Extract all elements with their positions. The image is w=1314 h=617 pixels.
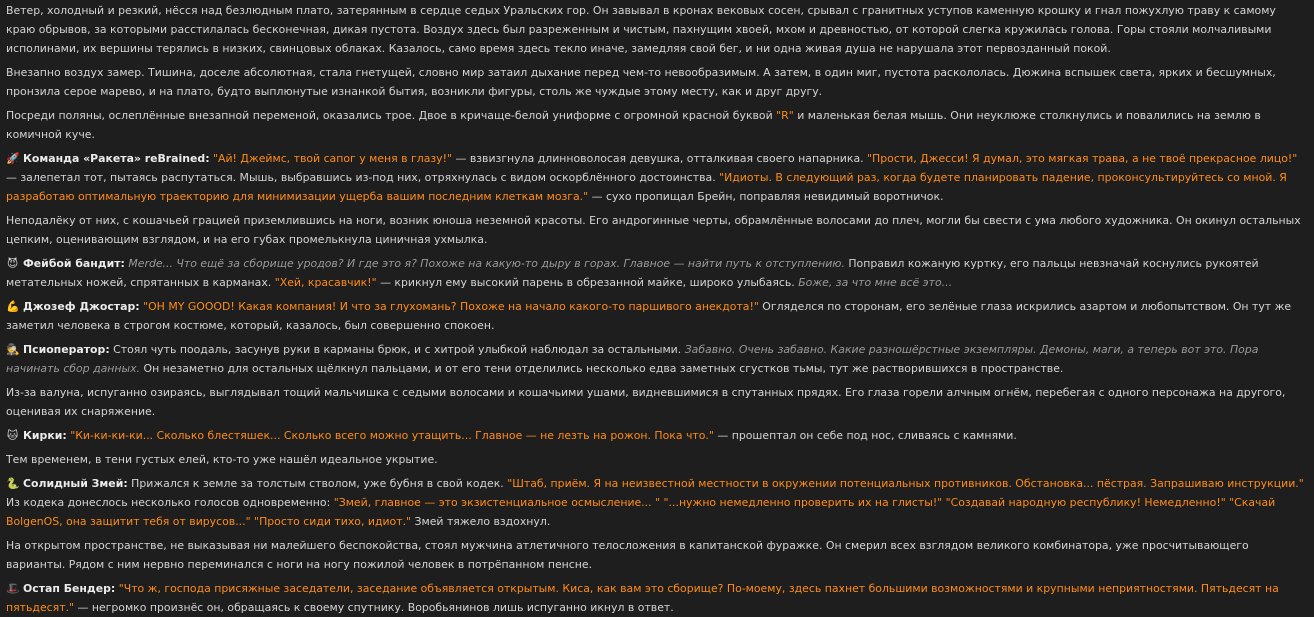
narration-text: — залепетал тот, пытаясь распутаться. Мышь, выбравшись из-под них, отряхнулась с видом оскорблённого достоинства. [6,171,720,184]
narration-text: На открытом пространстве, не выказывая ни малейшего беспокойства, стоял мужчина атлетичного телосложения в капитанской фуражке. Он смерил всех взглядом великого комбинатора, уже просчитывающего варианты. Рядом с ним нервно переминался с ноги на ногу пожилой человек в потрёпанном пенсне. [6,539,1249,571]
narration-text: Из кодека донеслось несколько голосов одновременно: [6,496,334,509]
dialogue-quote: "Штаб, приём. Я на неизвестной местности в окружении потенциальных противников. Обстановка... пёстрая. Запрашиваю инструкции." [507,477,1304,490]
story-paragraph [6,254,1306,292]
speaker-name: Остап Бендер: [23,582,116,595]
cat-face-icon: 🐱 [6,429,19,442]
narration-text: Огляделся по сторонам, его зелёные глаза искрились азартом и любопытством. Он тут же заметил человека в строгом костюме, который, казалось, был совершенно спокоен. [6,300,1292,332]
dialogue-quote: "Что ж, господа присяжные заседатели, заседание объявляется открытым. Киса, как вам это сборище? По-моему, здесь пахнет большими возможностями и крупными неприятностями. Пятьдесят на пятьдесят." [6,582,1279,614]
narration-text: Прижался к земле за толстым стволом, уже бубня в свой кодек. [127,477,508,490]
dialogue-quote: "Ай! Джеймс, твой сапог у меня в глазу!" [213,152,453,165]
story-paragraph [6,63,1306,101]
story-paragraph [6,474,1306,531]
speaker-name: Солидный Змей: [23,477,128,490]
story-paragraph [6,450,1306,469]
narration-text: Он незаметно для остальных щёлкнул пальцами, и от его тени отделились несколько едва заметных сгустков тьмы, тут же растворившихся в пространстве. [140,362,1064,375]
dialogue-quote: "Ки-ки-ки-ки... Сколько блестяшек... Сколько всего можно утащить... Главное — не лезть на рожон. Пока что." [70,429,714,442]
story-paragraph [6,149,1306,206]
story-paragraph [6,1,1306,58]
speaker-name: Джозеф Джостар: [23,300,140,313]
narration-text: — сухо пропищал Брейн, поправляя невидимый воротничок. [588,190,944,203]
inner-thought: Merde... Что ещё за сборище уродов? И где это я? Похоже на какую-то дыру в горах. Главное — найти путь к отступлению. [128,257,845,270]
story-paragraph [6,383,1306,421]
top-hat-icon: 🎩 [6,582,20,595]
dialogue-quote: "R" [776,109,794,122]
dialogue-quote: "Прости, Джесси! Я думал, это мягкая трава, а не твоё прекрасное лицо!" [867,152,1298,165]
detective-icon: 🕵 [6,343,20,356]
devil-face-icon: 😈 [6,257,19,270]
dialogue-quote: "Хей, красавчик!" [274,276,377,289]
narration-text: Стоял чуть поодаль, засунув руки в карманы брюк, и с хитрой улыбкой наблюдал за остальными. [109,343,685,356]
inner-thought: Боже, за что мне всё это... [798,276,953,289]
speaker-name: reBrained: [140,152,210,165]
narration-text: Неподалёку от них, с кошачьей грацией приземлившись на ноги, возник юноша неземной красоты. Его андрогинные черты, обрамлённые волосами до плеч, могли бы свести с ума любого художника. Он окинул остальных цепким, оценивающим взглядом, и на его губах промелькнула циничная ухмылка. [6,214,1301,246]
snake-icon: 🐍 [6,477,20,490]
narration-text: Из-за валуна, испуганно озираясь, выглядывал тощий мальчишка с седыми волосами и кошачьими ушами, видневшимися в спутанных прядях. Его глаза горели алчным огнём, перебегая с одного персонажа на другого, оценивая их снаряжение. [6,386,1286,418]
narration-text: — взвизгнула длинноволосая девушка, отталкивая своего напарника. [452,152,868,165]
speaker-name: Команда [23,152,84,165]
narration-text: Внезапно воздух замер. Тишина, доселе абсолютная, стала гнетущей, словно мир затаил дыхание перед чем-то невообразимым. А затем, в один миг, пустота раскололась. Дюжина вспышек света, ярких и бесшумных, пронзила серое марево, и на плато, будто выплюнутые изнанкой бытия, возникли фигуры, столь же чуждые этому месту, как и друг другу. [6,66,1276,98]
narration-text: Змей тяжело вздохнул. [411,515,551,528]
speaker-name: Фейбой бандит: [23,257,125,270]
rocket-icon: 🚀 [6,152,20,165]
narration-text: Посреди поляны, ослеплённые внезапной переменой, оказались трое. Двое в кричаще-белой униформе с огромной красной буквой [6,109,777,122]
narration-text: Ветер, холодный и резкий, нёсся над безлюдным плато, затерянным в сердце седых Уральских гор. Он завывал в кронах вековых сосен, срывал с гранитных уступов каменную крошку и гнал пожухлую траву к самому краю обрывов, за которыми расстилалась бесконечная, дикая пустота. Воздух здесь был разреженным и чистым, пахнущим хвоей, мхом и древностью, от которой слегка кружилась голова. Горы стояли молчаливыми исполинами, их вершины терялись в низких, свинцовых облаках. Казалось, само время здесь текло иначе, замедляя свой бег, и ни одна живая душа не нарушала этот первозданный покой. [6,4,1276,55]
team-name: «Ракета» [83,152,141,165]
narration-text: — крикнул ему высокий парень в обрезанной майке, широко улыбаясь. [376,276,799,289]
story-paragraph [6,536,1306,574]
story-paragraph [6,106,1306,144]
narration-text: — прошептал он себе под нос, сливаясь с камнями. [713,429,1017,442]
dialogue-quote: "OH MY GOOOD! Какая компания! И что за глухомань? Похоже на начало какого-то паршивого анекдота!" [143,300,759,313]
inner-thought: Забавно. Очень забавно. Какие разношёрстные экземпляры. Демоны, маги, а теперь вот это. Пора начинать сбор данных. [6,343,1259,375]
narration-text: и маленькая белая мышь. Они неуклюже столкнулись и повалились на землю в комичной куче. [6,109,1261,141]
dialogue-quote: "Идиоты. В следующий раз, когда будете планировать падение, проконсультируйтесь со мной. Я разработаю оптимальную траекторию для минимизации ущерба вашим последним клеткам мозга." [6,171,1287,203]
dialogue-quote: "Змей, главное — это экзистенциальное осмысление... " "...нужно немедленно проверить их на глисты!" "Создавай народную республику! Немедленно!" "Скачай BolgenOS, она защитит тебя от вирусов..." "Просто сиди тихо, идиот." [6,496,1276,528]
speaker-name: Псиоператор: [23,343,110,356]
narration-text: — негромко произнёс он, обращаясь к своему спутнику. Воробьянинов лишь испуганно икнул в ответ. [74,601,674,614]
flexed-biceps-icon: 💪 [6,300,20,313]
story-paragraph [6,426,1306,445]
story-paragraph [6,211,1306,249]
narration-text: Поправил кожаную куртку, его пальцы невзначай коснулись рукоятей метательных ножей, спрятанных в карманах. [6,257,1259,289]
story-paragraph [6,297,1306,335]
story-paragraph [6,579,1306,617]
narration-text: Тем временем, в тени густых елей, кто-то уже нашёл идеальное укрытие. [6,453,438,466]
story-paragraph [6,340,1306,378]
speaker-name: Кирки: [23,429,67,442]
